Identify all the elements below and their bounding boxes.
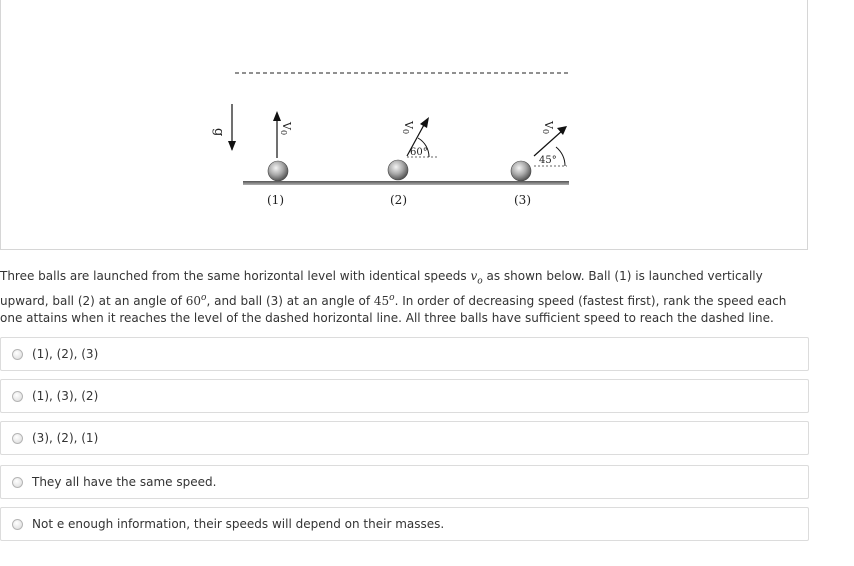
math-degree: o <box>389 293 395 304</box>
ball-2 <box>388 160 408 180</box>
answer-option-label: (3), (2), (1) <box>32 431 99 445</box>
answer-option-2[interactable] <box>0 379 809 413</box>
angle-label-2: 60° <box>410 147 428 158</box>
velocity-label-2: V0 <box>401 121 415 135</box>
problem-figure <box>0 0 808 250</box>
answer-option-5[interactable] <box>0 507 809 541</box>
ground-surface <box>243 181 569 185</box>
math-v-sub: o <box>477 276 483 287</box>
velocity-label-1: V0 <box>279 122 293 136</box>
math-v: v <box>470 269 478 283</box>
projectile-diagram <box>1 0 809 250</box>
answer-option-label: Not e enough information, their speeds will depend on their masses. <box>32 517 445 531</box>
ball-label-2: (2) <box>390 193 407 207</box>
ball-label-1: (1) <box>267 193 284 207</box>
velocity-label-3: V0 <box>541 121 555 135</box>
answer-option-4[interactable] <box>0 465 809 499</box>
ball-1 <box>268 161 288 181</box>
answer-option-3[interactable] <box>0 421 809 455</box>
answer-option-label: They all have the same speed. <box>32 475 217 489</box>
radio-button[interactable] <box>12 433 23 444</box>
gravity-label: g <box>211 128 226 137</box>
question-part: as shown below. Ball (1) is launched vertically upward, ball (2) at an angle of <box>0 269 763 309</box>
math-degree: o <box>201 293 207 304</box>
question-text <box>0 268 812 327</box>
radio-button[interactable] <box>12 349 23 360</box>
answer-option-label: (1), (3), (2) <box>32 389 99 403</box>
question-part: Three balls are launched from the same horizontal level with identical speeds <box>0 269 471 283</box>
answer-option-label: (1), (2), (3) <box>32 347 99 361</box>
radio-button[interactable] <box>12 519 23 530</box>
radio-button[interactable] <box>12 391 23 402</box>
question-part: , and ball (3) at an angle of <box>206 294 374 309</box>
question-part: . In order of decreasing speed (fastest first), rank the speed each one attains when it reaches the level of the dashed horizontal line. All three balls have sufficient speed to reach the dashed line. <box>0 294 787 326</box>
math-angle-45: 45 <box>373 294 390 309</box>
ball-3 <box>511 161 531 181</box>
ball-label-3: (3) <box>514 193 531 207</box>
angle-label-3: 45° <box>539 155 557 166</box>
radio-button[interactable] <box>12 477 23 488</box>
answer-option-1[interactable] <box>0 337 809 371</box>
math-angle-60: 60 <box>185 294 202 309</box>
